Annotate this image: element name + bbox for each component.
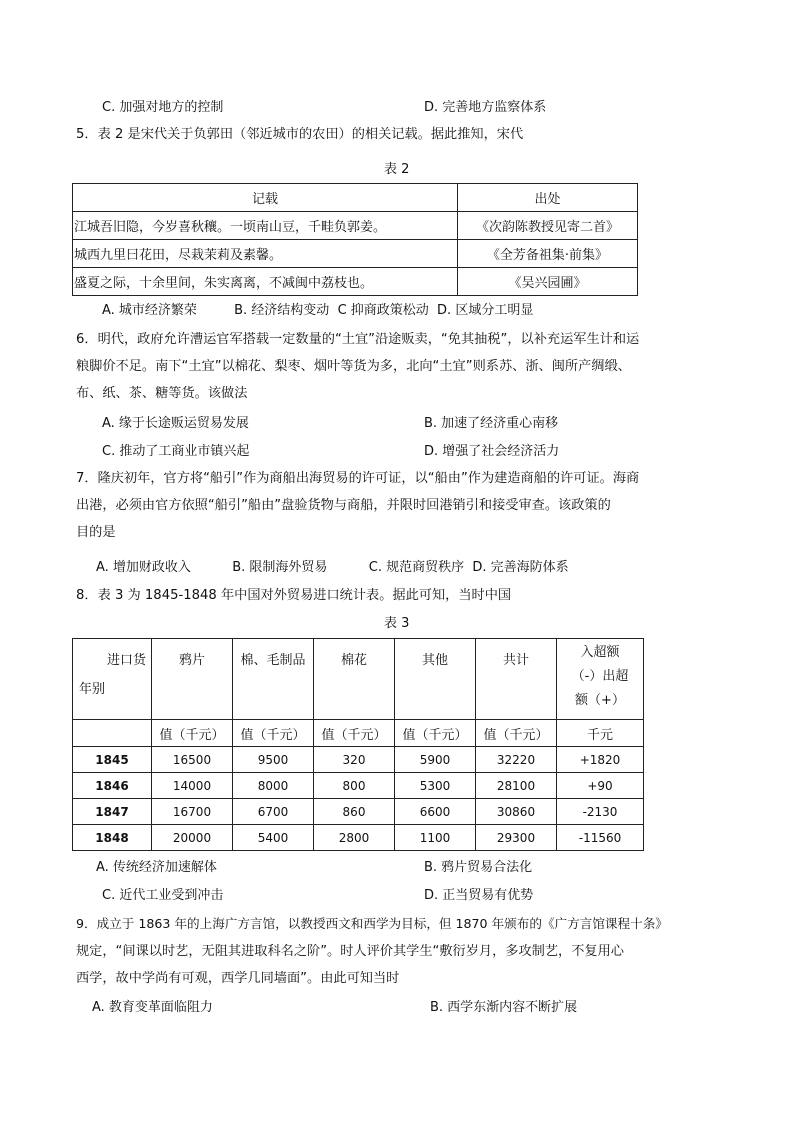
table-cell: 20000 — [152, 825, 233, 851]
table3-caption: 表 3 — [384, 616, 410, 631]
q9-line-2: 规定，“间课以时艺，无阻其进取科名之阶”。时人评价其学生“敷衍岁月，多攻制艺，不复用心 — [76, 944, 624, 959]
table-cell: 6700 — [233, 799, 314, 825]
table-cell: 5900 — [395, 747, 476, 773]
table-row — [73, 747, 644, 773]
q6-line-3: 布、纸、茶、糖等货。该做法 — [76, 386, 248, 401]
table-cell: 5400 — [233, 825, 314, 851]
table-header-cell: 共计 — [476, 639, 557, 720]
q5-stem: 5．表 2 是宋代关于负郭田（邻近城市的农田）的相关记载。据此推知，宋代 — [76, 127, 524, 142]
q4-option-d: D. 完善地方监察体系 — [424, 100, 547, 115]
q8-option-c: C. 近代工业受到冲击 — [102, 888, 224, 903]
table-cell: 9500 — [233, 747, 314, 773]
q8-option-b: B. 鸦片贸易合法化 — [424, 860, 533, 875]
year-cell: 1845 — [73, 747, 152, 773]
table-header-cell: 棉花 — [314, 639, 395, 720]
q9-option-a: A. 教育变革面临阻力 — [92, 1000, 213, 1015]
table-row — [73, 773, 644, 799]
unit-cell-empty — [73, 720, 152, 747]
q6-line-2: 粮脚价不足。南下“土宜”以棉花、梨枣、烟叶等货为多，北向“土宜”则系苏、浙、闽所产绸缎、 — [76, 359, 631, 374]
corner-header-top: 进口货 — [107, 653, 147, 668]
year-cell: 1846 — [73, 773, 152, 799]
table-row — [73, 825, 644, 851]
unit-cell: 值（千元） — [476, 720, 557, 747]
table-cell: 城西九里曰花田，尽栽茉莉及素馨。 — [73, 240, 458, 268]
table-header-cell: 鸦片 — [152, 639, 233, 720]
corner-header-bottom: 年别 — [79, 682, 106, 697]
table-cell: 860 — [314, 799, 395, 825]
table-cell: 14000 — [152, 773, 233, 799]
q8-option-a: A. 传统经济加速解体 — [96, 860, 217, 875]
table-cell: 30860 — [476, 799, 557, 825]
unit-cell: 值（千元） — [233, 720, 314, 747]
table-cell: 32220 — [476, 747, 557, 773]
table-header-row — [73, 639, 644, 720]
unit-cell: 值（千元） — [395, 720, 476, 747]
balance-header-line: 额（+） — [575, 693, 625, 708]
table-cell: -2130 — [557, 799, 644, 825]
q8-stem: 8．表 3 为 1845-1848 年中国对外贸易进口统计表。据此可知，当时中国 — [76, 588, 512, 603]
year-cell: 1848 — [73, 825, 152, 851]
table-row — [73, 799, 644, 825]
q6-line-1: 6．明代，政府允许漕运官军搭载一定数量的“土宜”沿途贩卖，“免其抽税”，以补充运军生计和运 — [76, 332, 640, 347]
q9-option-b: B. 西学东渐内容不断扩展 — [430, 1000, 578, 1015]
q5-options: A. 城市经济繁荣 B. 经济结构变动 C 抑商政策松动 D. 区域分工明显 — [102, 303, 534, 318]
q8-option-d: D. 正当贸易有优势 — [424, 888, 534, 903]
table-cell: 5300 — [395, 773, 476, 799]
table-unit-row — [73, 720, 644, 747]
table-row — [73, 240, 638, 268]
table-cell: +1820 — [557, 747, 644, 773]
table-cell: 16700 — [152, 799, 233, 825]
q7-line-3: 目的是 — [76, 525, 116, 540]
q7-options: A. 增加财政收入 B. 限制海外贸易 C. 规范商贸秩序 D. 完善海防体系 — [96, 560, 569, 575]
table-2 — [72, 183, 638, 296]
corner-header-cell — [73, 639, 152, 720]
table-cell: 《次韵陈教授见寄二首》 — [458, 212, 638, 240]
table-cell: 江城吾旧隐，今岁喜秋穰。一顷南山豆，千畦负郭姜。 — [73, 212, 458, 240]
table-row — [73, 268, 638, 296]
table-cell: 《全芳备祖集·前集》 — [458, 240, 638, 268]
table-cell: 6600 — [395, 799, 476, 825]
table-3 — [72, 638, 644, 851]
table-header-cell: 棉、毛制品 — [233, 639, 314, 720]
balance-header-line: （-）出超 — [571, 669, 629, 684]
table-cell: 29300 — [476, 825, 557, 851]
q6-option-c: C. 推动了工商业市镇兴起 — [102, 444, 250, 459]
q4-option-c: C. 加强对地方的控制 — [102, 100, 224, 115]
unit-cell: 千元 — [557, 720, 644, 747]
q7-line-1: 7．隆庆初年，官方将“船引”作为商船出海贸易的许可证，以“船由”作为建造商船的许可证。海商 — [76, 471, 640, 486]
table-header-cell: 记载 — [73, 184, 458, 212]
table-cell: 《吴兴园圃》 — [458, 268, 638, 296]
table-cell: 2800 — [314, 825, 395, 851]
table-cell: 盛夏之际，十余里间，朱实离离，不减闽中荔枝也。 — [73, 268, 458, 296]
q9-line-1: 9．成立于 1863 年的上海广方言馆，以教授西文和西学为目标，但 1870 年颁布的《广方言馆课程十条》 — [76, 916, 668, 931]
q6-option-a: A. 缘于长途贩运贸易发展 — [102, 416, 249, 431]
q6-option-d: D. 增强了社会经济活力 — [424, 444, 560, 459]
table2-caption: 表 2 — [384, 162, 410, 177]
q6-option-b: B. 加速了经济重心南移 — [424, 416, 559, 431]
unit-cell: 值（千元） — [152, 720, 233, 747]
table-cell: 16500 — [152, 747, 233, 773]
table-header-cell: 其他 — [395, 639, 476, 720]
table-cell: -11560 — [557, 825, 644, 851]
table-cell: 1100 — [395, 825, 476, 851]
table-cell: 800 — [314, 773, 395, 799]
table-cell: 28100 — [476, 773, 557, 799]
year-cell: 1847 — [73, 799, 152, 825]
balance-header-cell — [557, 639, 644, 720]
unit-cell: 值（千元） — [314, 720, 395, 747]
table-header-row — [73, 184, 638, 212]
table-header-cell: 出处 — [458, 184, 638, 212]
q9-line-3: 西学，故中学尚有可观，西学几同墙面”。由此可知当时 — [76, 971, 400, 986]
q7-line-2: 出港，必须由官方依照“船引”船由”盘验货物与商船，并限时回港销引和接受审查。该政策的 — [76, 498, 611, 513]
balance-header-line: 入超额 — [580, 645, 620, 660]
table-cell: +90 — [557, 773, 644, 799]
table-cell: 320 — [314, 747, 395, 773]
table-cell: 8000 — [233, 773, 314, 799]
table-row — [73, 212, 638, 240]
